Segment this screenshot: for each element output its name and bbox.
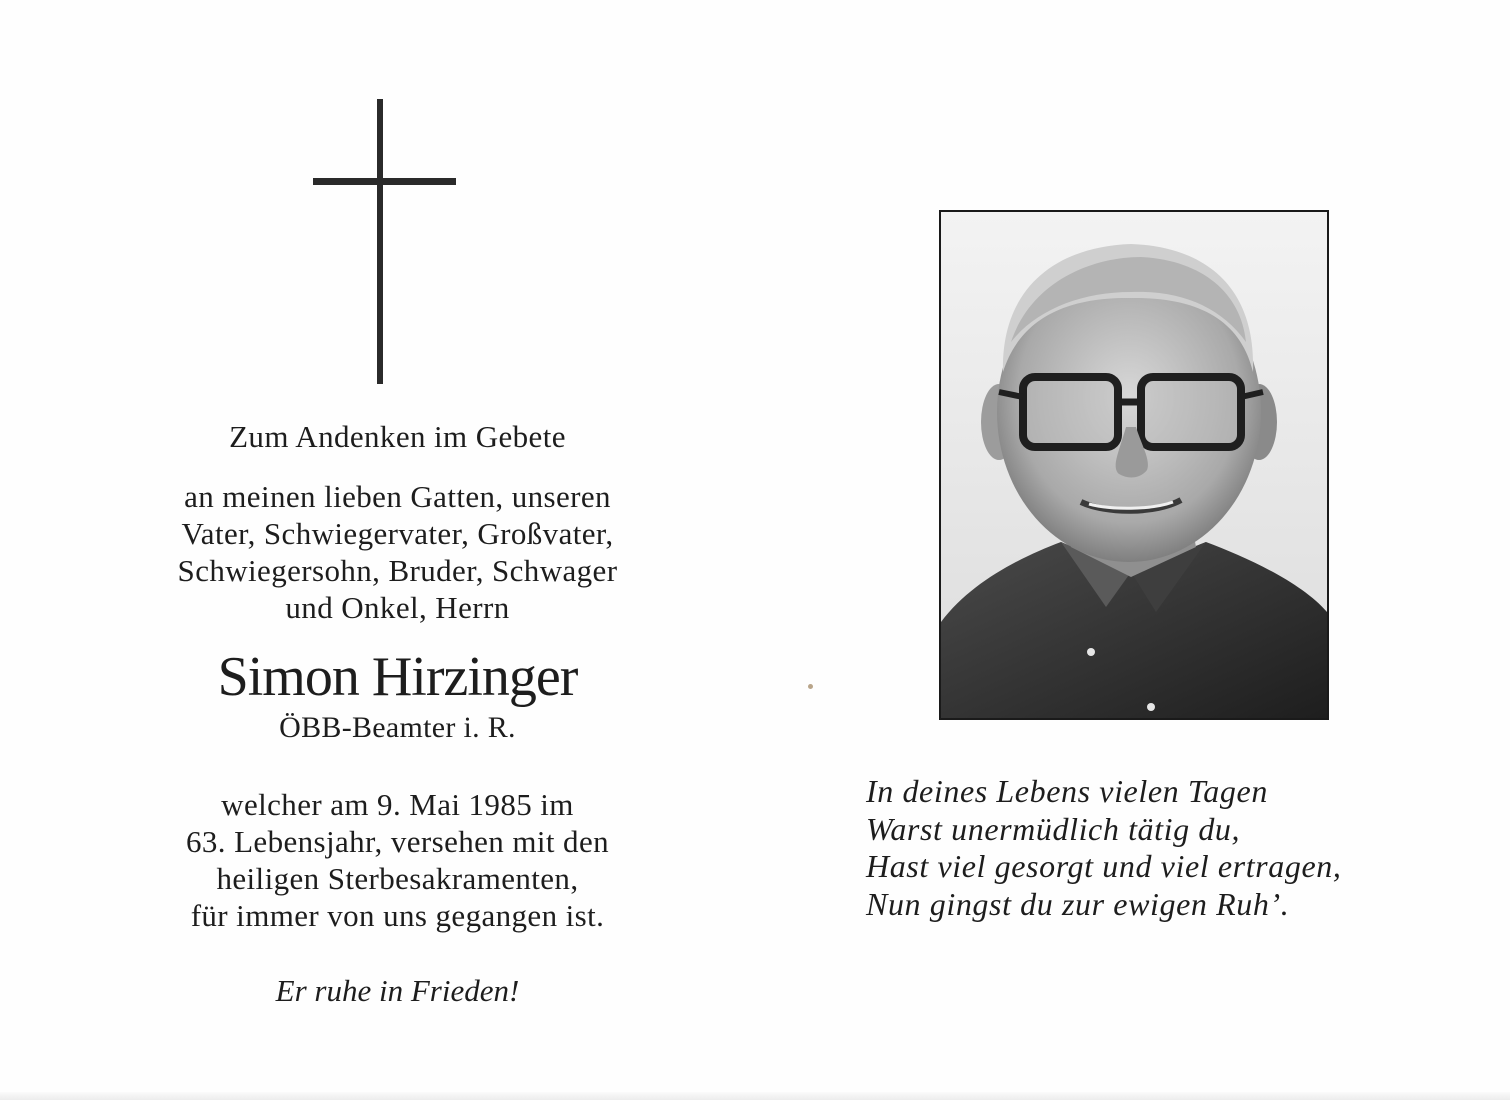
death-notice-block [100, 786, 695, 934]
cross-horizontal-bar [313, 178, 456, 185]
dedication-line: Schwiegersohn, Bruder, Schwager [177, 553, 618, 588]
occupation: ÖBB-Beamter i. R. [279, 711, 516, 744]
death-notice-line: für immer von uns gegangen ist. [190, 898, 605, 933]
death-notice-line: heiligen Sterbesakramenten, [216, 861, 579, 896]
poem-line: In deines Lebens vielen Tagen [866, 773, 1268, 809]
dedication-line: Vater, Schwiegervater, Großvater, [181, 516, 614, 551]
poem-line: Nun gingst du zur ewigen Ruh’. [866, 885, 1290, 922]
poem-line: Hast viel gesorgt und viel ertragen, [866, 848, 1342, 884]
death-notice-line: welcher am 9. Mai 1985 im [221, 787, 574, 822]
cross-vertical-bar [377, 99, 383, 384]
death-notice-line: 63. Lebensjahr, versehen mit den [185, 824, 610, 859]
portrait-illustration [941, 212, 1327, 718]
deceased-name: Simon Hirzinger [217, 646, 578, 708]
poem-block [866, 773, 1426, 923]
card-bottom-edge [0, 1092, 1510, 1100]
poem-line: Warst unermüdlich tätig du, [866, 810, 1241, 847]
portrait-photo [939, 210, 1329, 720]
memory-title-block [100, 418, 695, 455]
name-block [100, 644, 695, 746]
dedication-line: und Onkel, Herrn [285, 590, 510, 625]
dedication-block [100, 478, 695, 626]
paper-speck [808, 684, 813, 689]
blessing-block [100, 972, 695, 1009]
memory-title: Zum Andenken im Gebete [229, 419, 566, 454]
blessing: Er ruhe in Frieden! [275, 973, 520, 1008]
dedication-line: an meinen lieben Gatten, unseren [184, 479, 611, 514]
